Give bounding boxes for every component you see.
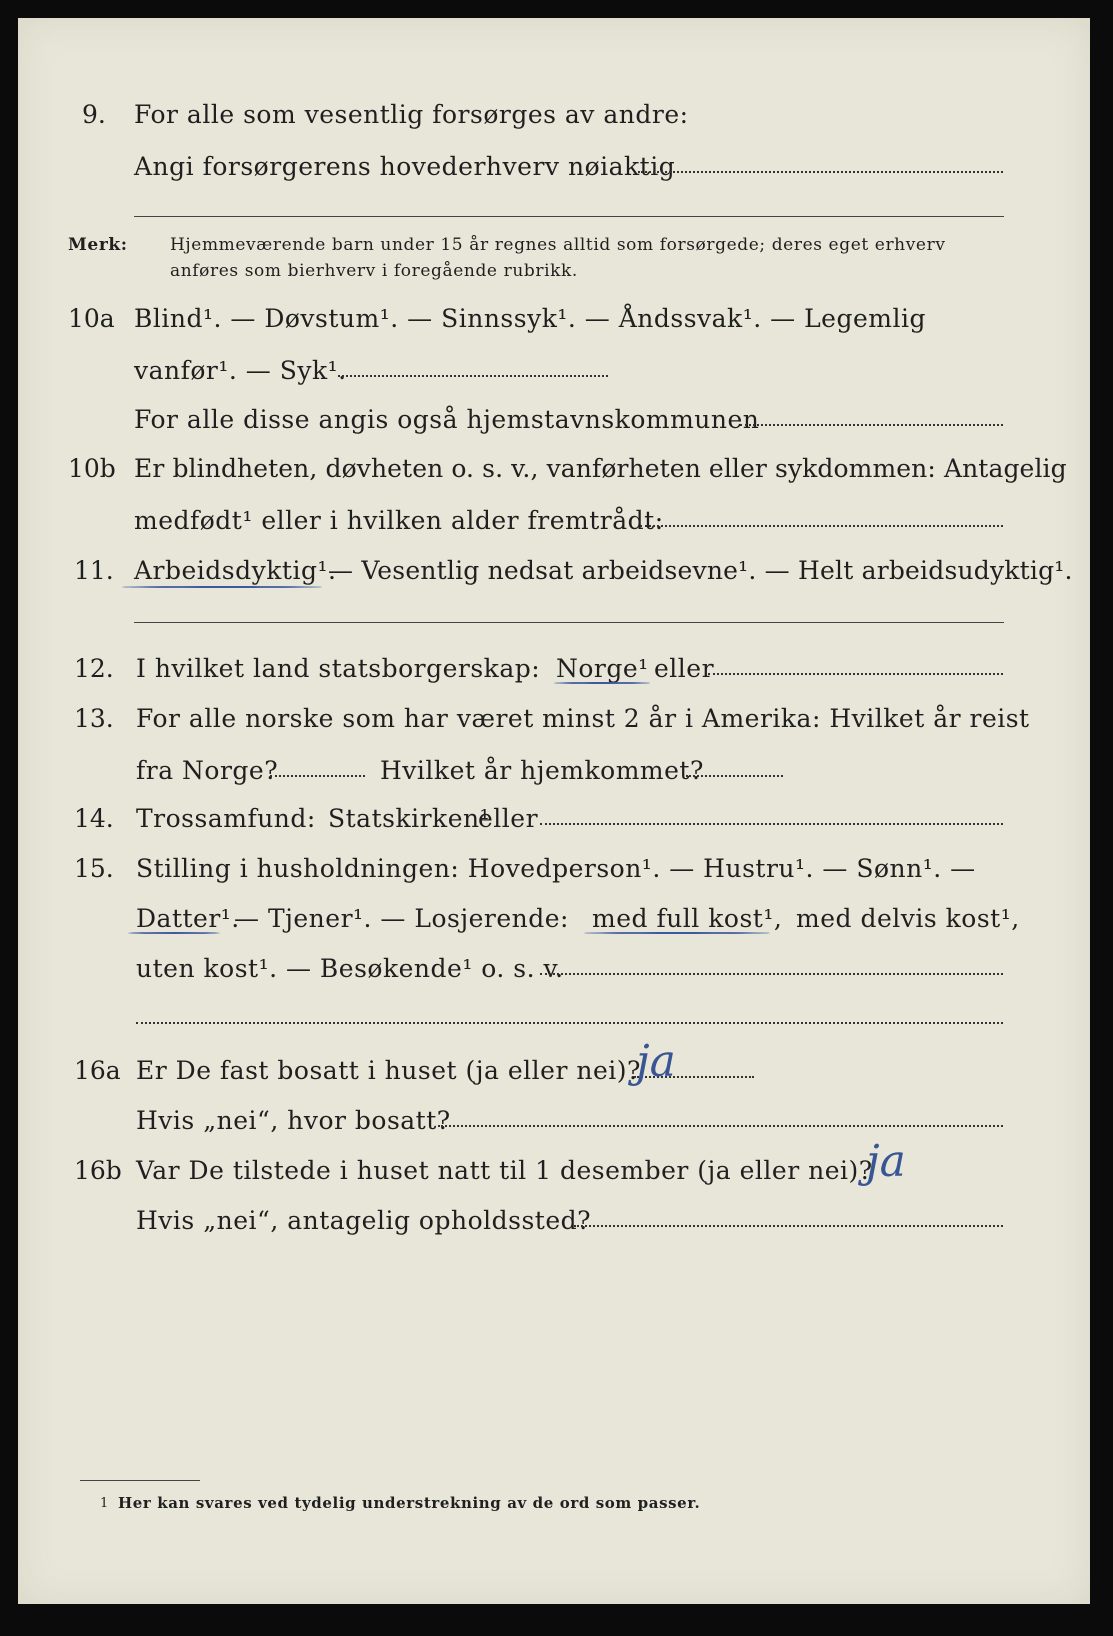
q16b-line2: Hvis „nei“, antagelig opholdssted? [136,1206,592,1235]
q16b-handwritten-answer[interactable]: ja [866,1136,906,1187]
q14-answer-line[interactable] [540,823,1003,825]
q15-option-datter[interactable]: Datter¹. [136,904,240,933]
q16b-line1: Var De tilstede i huset natt til 1 desember (ja eller nei)? [136,1156,873,1185]
q16b-answer-line[interactable] [574,1225,1003,1227]
q16b-number: 16b [74,1156,122,1185]
q12-option-norge[interactable]: Norge¹ [556,654,649,683]
q11-option-arbeidsdyktig[interactable]: Arbeidsdyktig¹. [134,556,337,585]
q9-answer-line[interactable] [638,171,1003,173]
q10a-syk-answer-line[interactable] [338,375,608,377]
q10a-hjemstavn-answer-line[interactable] [740,424,1003,426]
q16a-number: 16a [74,1056,121,1085]
q14-eller: eller [478,804,539,833]
q11-answer-underline [122,586,322,588]
q10a-line2: vanfør¹. — Syk¹. [134,356,347,385]
footnote-rule [80,1480,200,1481]
q11-answer-line[interactable] [134,622,1004,623]
q15-number: 15. [74,854,114,883]
q9-answer-line-2[interactable] [134,216,1004,217]
q9-number: 9. [82,100,106,129]
q9-line1: For alle som vesentlig forsørges av andre: [134,100,689,129]
q10b-line2: medfødt¹ eller i hvilken alder fremtrådt: [134,506,664,535]
q16a-handwritten-answer[interactable]: ja [636,1036,676,1087]
q12-eller: eller [654,654,715,683]
merk-label: Merk: [68,235,128,255]
q13-hjemkommet-answer-line[interactable] [686,775,783,777]
q10a-number: 10a [68,304,115,333]
q15-delvis-kost: med delvis kost¹, [796,904,1020,933]
q13-number: 13. [74,704,114,733]
q13-reist-answer-line[interactable] [270,775,365,777]
q15-losjerende: — Tjener¹. — Losjerende: [234,904,569,933]
q13-line1: For alle norske som har været minst 2 år i Amerika: Hvilket år reist [136,704,1030,733]
q11-number: 11. [74,556,114,585]
merk-line2: anføres som bierhverv i foregående rubrikk. [170,261,578,281]
q14-number: 14. [74,804,114,833]
footnote-text: Her kan svares ved tydelig understrekning av de ord som passer. [118,1494,701,1512]
q14-prompt: Trossamfund: [136,804,316,833]
merk-line1: Hjemmeværende barn under 15 år regnes alltid som forsørgede; deres eget erhverv [170,235,946,255]
q12-answer-line[interactable] [708,673,1003,675]
q15-option-full-kost[interactable]: med full kost¹, [592,904,783,933]
q13-line2a: fra Norge? [136,756,279,785]
q10a-line3: For alle disse angis også hjemstavnskommunen [134,405,760,434]
q15-answer-line-2[interactable] [136,1022,1003,1024]
q16a-line1: Er De fast bosatt i huset (ja eller nei)? [136,1056,641,1085]
q15-line1: Stilling i husholdningen: Hovedperson¹. — Hustru¹. — Sønn¹. — [136,854,976,883]
q13-line2b: Hvilket år hjemkommet? [380,756,704,785]
q12-number: 12. [74,654,114,683]
q10b-line1: Er blindheten, døvheten o. s. v., vanførheten eller sykdommen: Antagelig [134,454,1067,483]
q12-answer-underline [554,682,650,684]
q11-other-options: — Vesentlig nedsat arbeidsevne¹. — Helt arbeidsudyktig¹. [328,556,1073,585]
q15-answer-line[interactable] [540,973,1003,975]
q10b-number: 10b [68,454,116,483]
q16a-line2: Hvis „nei“, hvor bosatt? [136,1106,451,1135]
q14-option-statskirken[interactable]: Statskirken¹ [328,804,491,833]
q15-datter-underline [128,932,220,934]
q12-prompt: I hvilket land statsborgerskap: [136,654,541,683]
q10b-answer-line[interactable] [640,525,1003,527]
q16a-bosatt-answer-line[interactable] [438,1125,1003,1127]
q10a-line1: Blind¹. — Døvstum¹. — Sinnssyk¹. — Åndssvak¹. — Legemlig [134,304,926,333]
footnote-mark: 1 [100,1496,109,1511]
q15-line3: uten kost¹. — Besøkende¹ o. s. v. [136,954,564,983]
q9-line2: Angi forsørgerens hovederhverv nøiaktig [134,152,676,181]
q15-full-kost-underline [584,932,770,934]
form-page [18,18,1090,1604]
